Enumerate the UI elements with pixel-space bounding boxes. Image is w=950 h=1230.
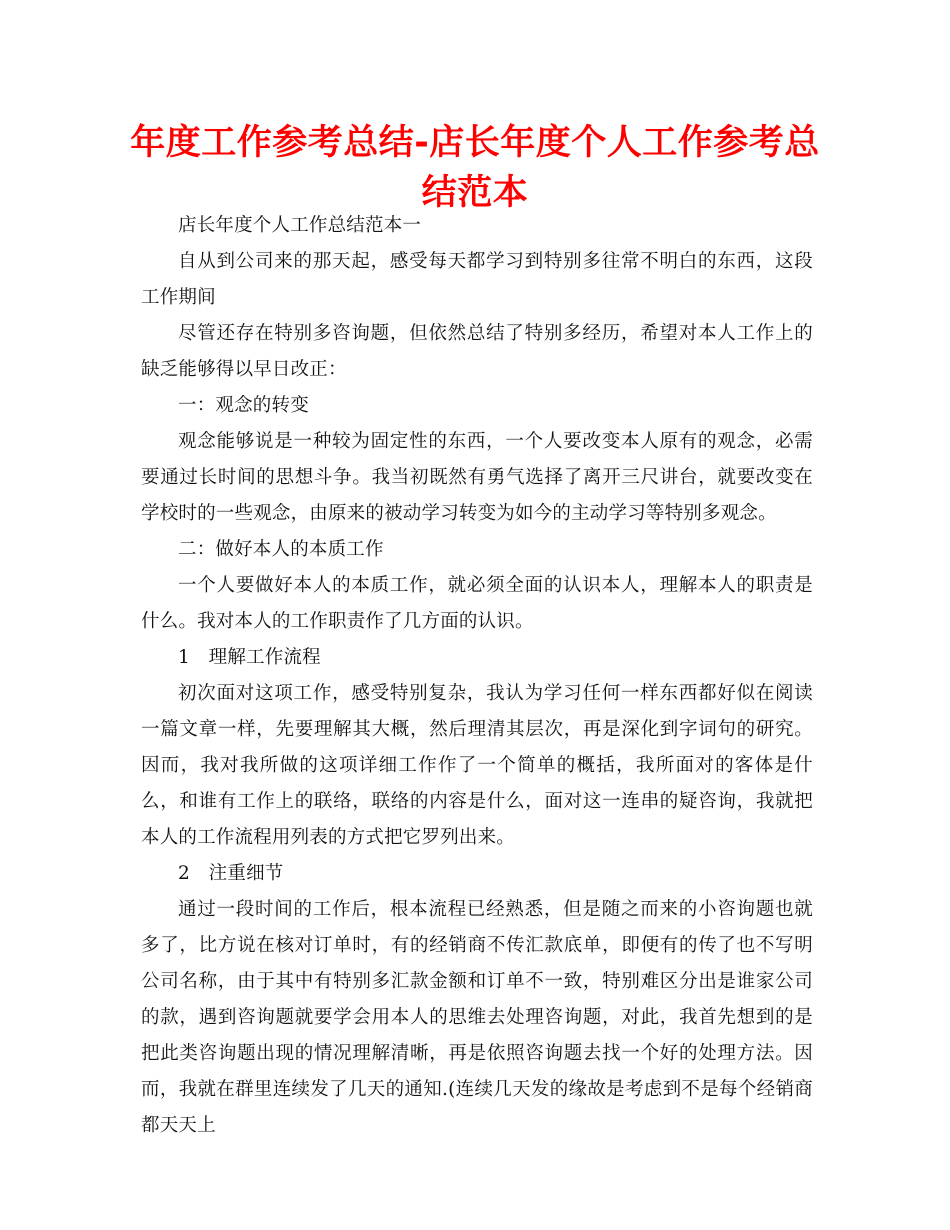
paragraph: 初次面对这项工作，感受特别复杂，我认为学习任何一样东西都好似在阅读一篇文章一样，先要理解其大概，然后理清其层次，再是深化到字词句的研究。因而，我对我所做的这项详细工作作了一个简单的概括，我所面对的客体是什么，和谁有工作上的联络，联络的内容是什么，面对这一连串的疑咨询，我就把本人的工作流程用列表的方式把它罗列出来。 <box>141 683 813 848</box>
paragraph-subtitle: 店长年度个人工作总结范本一 <box>178 215 422 236</box>
paragraph: 通过一段时间的工作后，根本流程已经熟悉，但是随之而来的小咨询题也就多了，比方说在核对订单时，有的经销商不传汇款底单，即便有的传了也不写明公司名称，由于其中有特别多汇款金额和订单不一致，特别难区分出是谁家公司的款，遇到咨询题就要学会用本人的思维去处理咨询题，对此，我首先想到的是把此类咨询题出现的情况理解清晰，再是依照咨询题去找一个好的处理方法。因而，我就在群里连续发了几天的通知.(连续几天发的缘故是考虑到不是每个经销商都天天上 <box>141 899 813 1136</box>
document-body <box>141 208 813 1144</box>
paragraph: 观念能够说是一种较为固定性的东西，一个人要改变本人原有的观念，必需要通过长时间的思想斗争。我当初既然有勇气选择了离开三尺讲台，就要改变在学校时的一些观念，由原来的被动学习转变为如今的主动学习等特别多观念。 <box>141 431 813 524</box>
section-heading: 一：观念的转变 <box>178 395 309 416</box>
paragraph: 尽管还存在特别多咨询题，但依然总结了特别多经历，希望对本人工作上的缺乏能够得以早日改正： <box>141 323 813 380</box>
paragraph: 自从到公司来的那天起，感受每天都学习到特别多往常不明白的东西，这段工作期间 <box>141 251 813 308</box>
subsection-heading: 2 注重细节 <box>178 863 284 884</box>
paragraph: 一个人要做好本人的本质工作，就必须全面的认识本人，理解本人的职责是什么。我对本人的工作职责作了几方面的认识。 <box>141 575 813 632</box>
subsection-heading: 1 理解工作流程 <box>178 647 321 668</box>
document-title: 年度工作参考总结-店长年度个人工作参考总结范本 <box>130 123 820 213</box>
section-heading: 二：做好本人的本质工作 <box>178 539 384 560</box>
